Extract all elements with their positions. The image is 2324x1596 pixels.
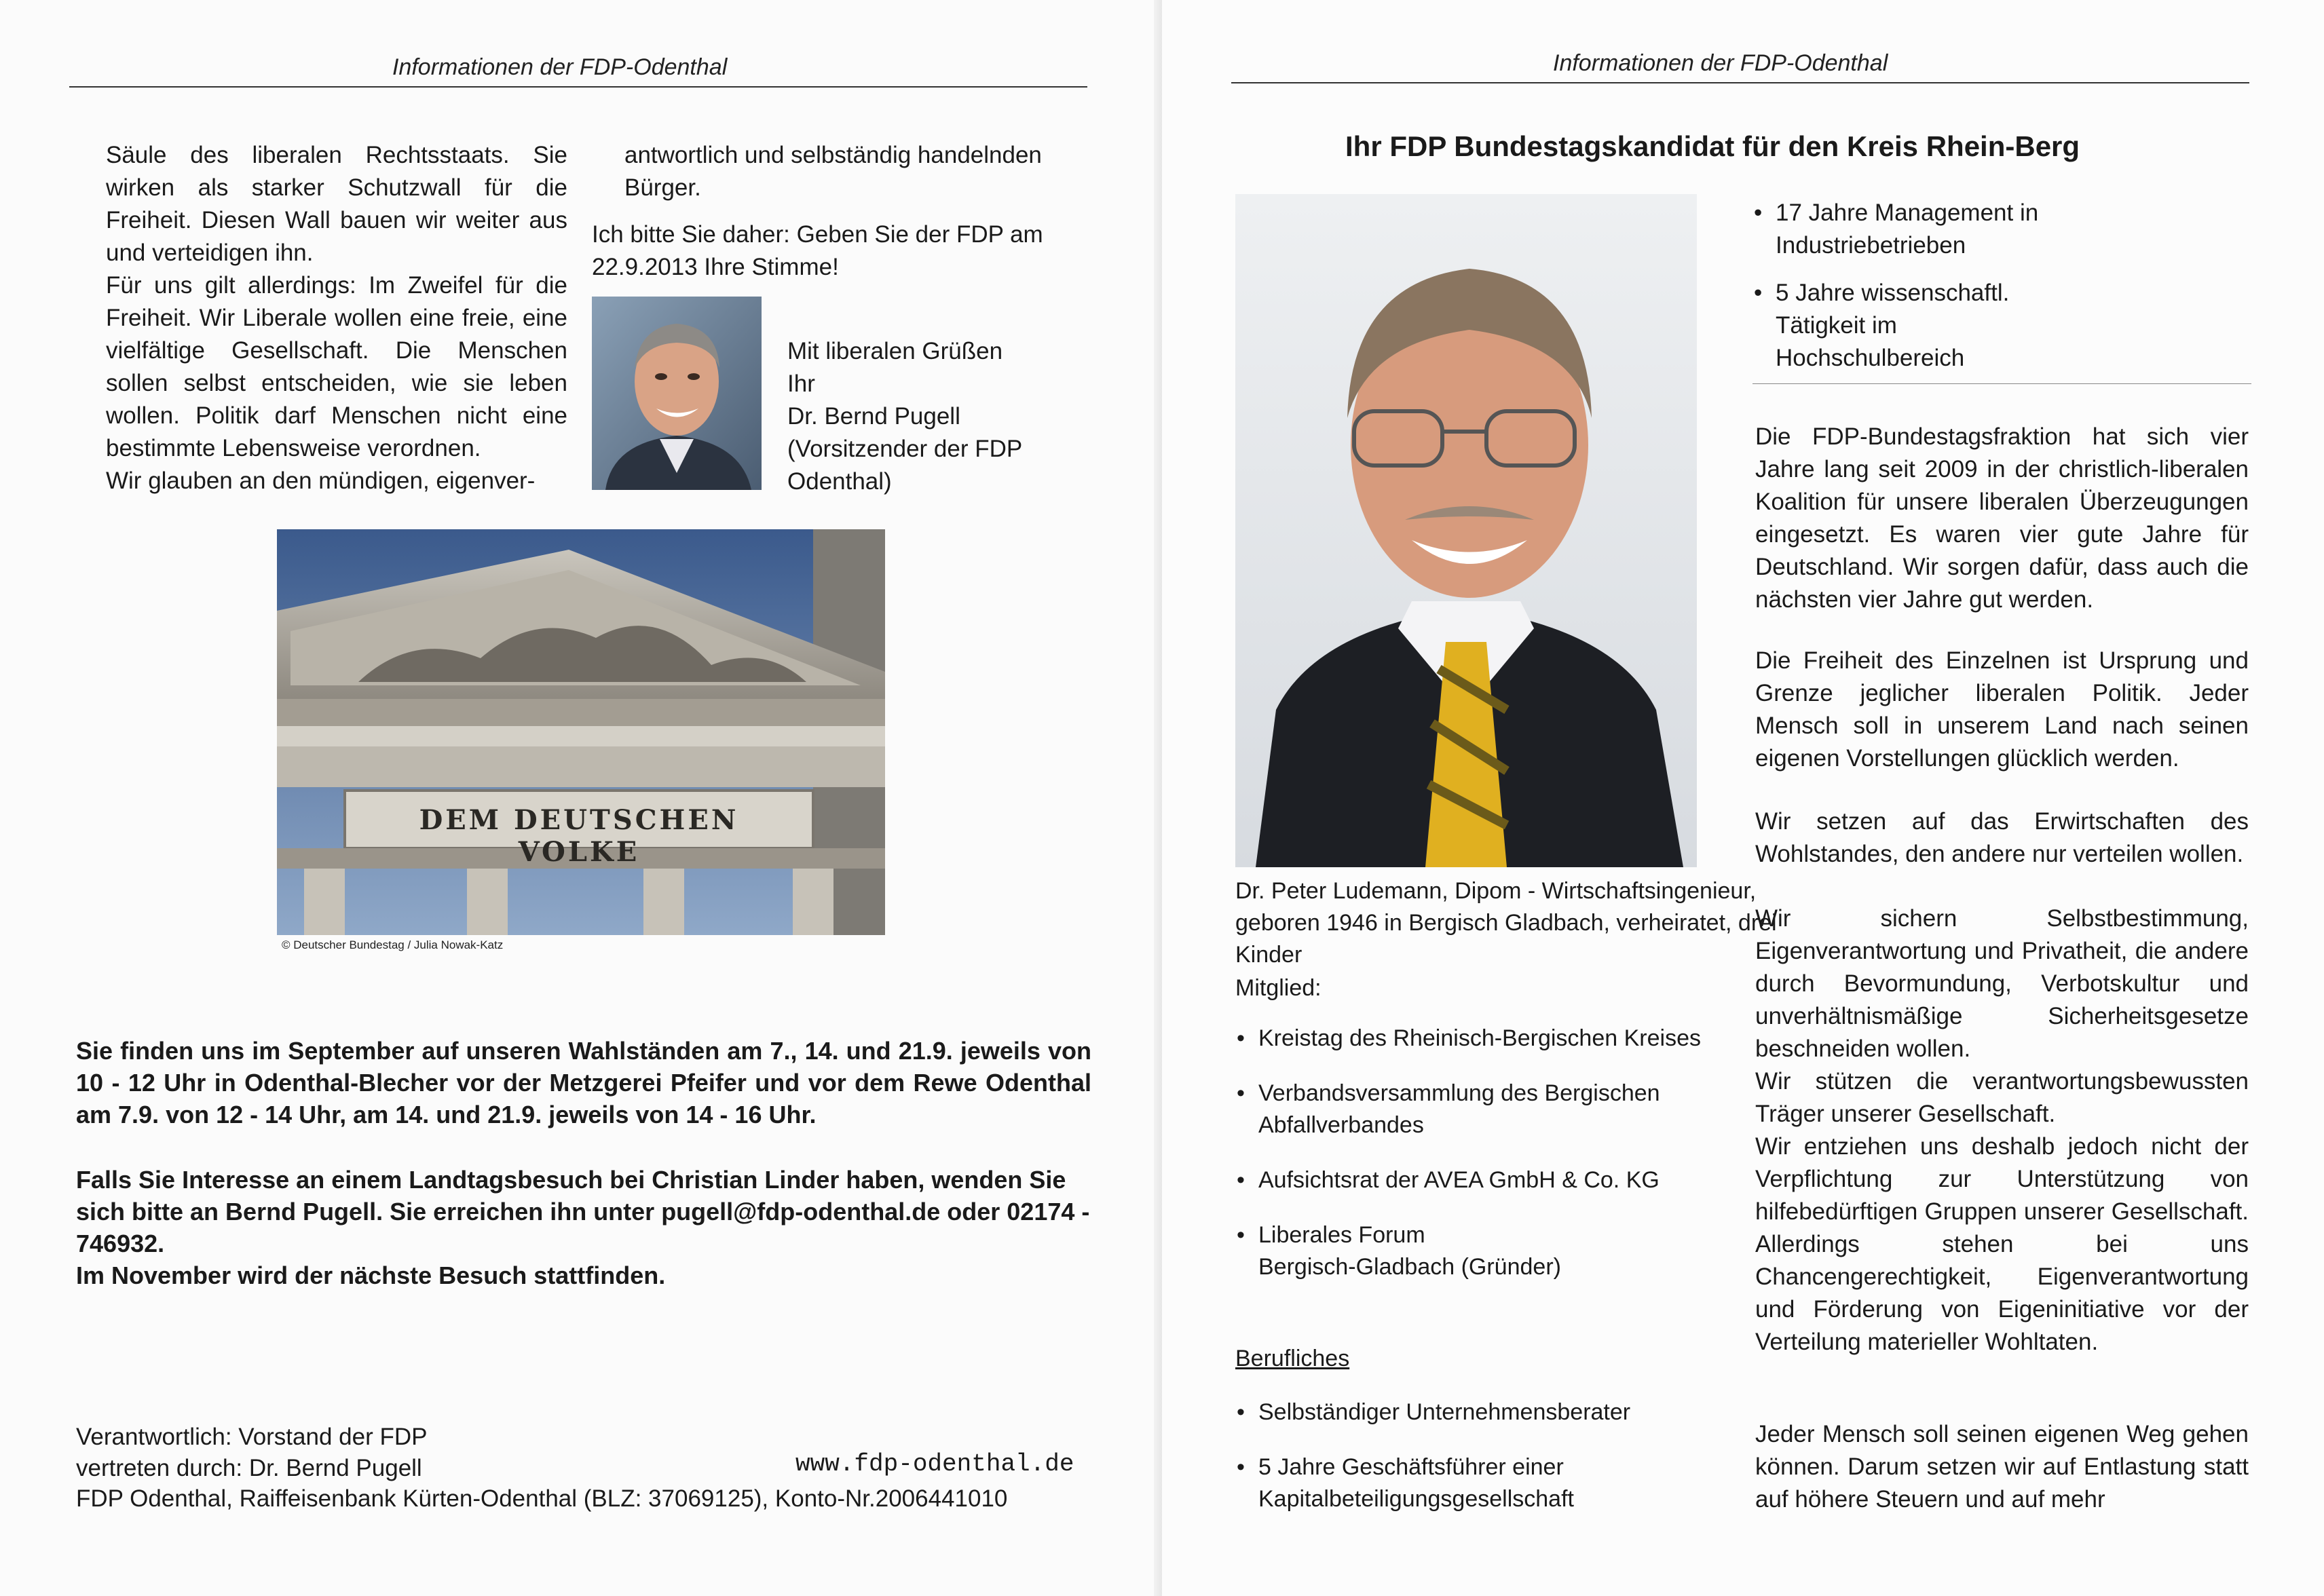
- imprint-represented: vertreten durch: Dr. Bernd Pugell: [76, 1455, 422, 1481]
- signature-block: Mit liberalen Grüßen Ihr Dr. Bernd Pugell (Vorsitzender der FDP Odenthal): [787, 338, 1022, 495]
- pugell-portrait: [592, 297, 762, 490]
- vote-appeal: Ich bitte Sie daher: Geben Sie der FDP am 22.9.2013 Ihre Stimme!: [592, 221, 1043, 280]
- membership-item: • Kreistag des Rheinisch-Bergischen Kreises: [1235, 1023, 1751, 1054]
- paragraph-wohlstand: Wir setzen auf das Erwirtschaften des Wohlstandes, den andere nur verteilen wollen.: [1755, 808, 2249, 867]
- photo-credit: © Deutscher Bundestag / Julia Nowak-Katz: [282, 938, 504, 951]
- paragraph-freiheit: Die Freiheit des Einzelnen ist Ursprung und Grenze jeglicher liberalen Politik. Jeder Mensch soll in unserem Land nach seinen eigenen Vorstellungen glücklich werden.: [1755, 647, 2249, 772]
- beruf-list: [1235, 1396, 1751, 1515]
- beruf-item: • 5 Jahre Geschäftsführer einer Kapitalbeteiligungsgesellschaft: [1235, 1451, 1751, 1515]
- page-header-right: Informationen der FDP-Odenthal: [1553, 50, 1888, 76]
- member-label: Mitglied:: [1235, 975, 1322, 1001]
- website-link[interactable]: www.fdp-odenthal.de: [795, 1450, 1074, 1478]
- landtag-visit-info: Falls Sie Interesse an einem Landtagsbesuch bei Christian Linder haben, wenden Sie sich bitte an Bernd Pugell. Sie erreichen ihn unter pugell@fdp-odenthal.de oder 02174 - 746932. Im November wird der nächste Besuch stattfinden.: [76, 1166, 1090, 1289]
- paragraph-weg: Jeder Mensch soll seinen eigenen Weg gehen können. Darum setzen wir auf Entlastung statt auf höhere Steuern und auf mehr: [1755, 1421, 2249, 1513]
- header-rule-left: [69, 86, 1087, 88]
- experience-item: • 17 Jahre Management in Industriebetrieben: [1753, 197, 2072, 262]
- page-header-left: Informationen der FDP-Odenthal: [392, 54, 728, 80]
- candidate-title: Ihr FDP Bundestagskandidat für den Kreis Rhein-Berg: [1345, 130, 2080, 162]
- reichstag-photo: [277, 529, 885, 935]
- experience-list: [1753, 197, 2072, 375]
- body-text-col2: antwortlich und selbständig handelnden Bürger.: [624, 142, 1042, 201]
- imprint-bank: FDP Odenthal, Raiffeisenbank Kürten-Odenthal (BLZ: 37069125), Konto-Nr.2006441010: [76, 1485, 1008, 1512]
- imprint-responsible: Verantwortlich: Vorstand der FDP: [76, 1424, 428, 1450]
- membership-item: • Liberales Forum Bergisch-Gladbach (Gründer): [1235, 1219, 1751, 1283]
- beruf-item: • Selbständiger Unternehmensberater: [1235, 1396, 1751, 1428]
- paragraph-selbstbestimmung: Wir sichern Selbstbestimmung, Eigenverantwortung und Privatheit, die andere durch Bevormundung, Verbotskultur und unverhältnismäßige Sicherheitsgesetze beschneiden wollen. Wir stützen die verantwortungsbewussten Träger unserer Gesellschaft. Wir entziehen uns deshalb jedoch nicht der Verpflichtung zur Unterstützung von hilfebedürftigen Gruppen unserer Gesellschaft. Allerdings stehen bei uns Chancengerechtigkeit, Eigenverantwortung und Förderung von Eigeninitiative vor der Verteilung materieller Wohltaten.: [1755, 905, 2249, 1355]
- membership-item: • Aufsichtsrat der AVEA GmbH & Co. KG: [1235, 1164, 1751, 1196]
- right-page: [1162, 0, 2324, 1596]
- reichstag-inscription: DEM DEUTSCHEN VOLKE: [419, 804, 739, 868]
- section-divider: [1753, 383, 2251, 384]
- candidate-bio: Dr. Peter Ludemann, Dipom - Wirtschaftsingenieur, geboren 1946 in Bergisch Gladbach, verheiratet, drei Kinder: [1235, 878, 1777, 968]
- body-text-col1: Säule des liberalen Rechtsstaats. Sie wirken als starker Schutzwall für die Freiheit. Diesen Wall bauen wir weiter aus und verteidigen ihn. Für uns gilt allerdings: Im Zweifel für die Freiheit. Wir Liberale wollen eine freie, eine vielfältige Gesellschaft. Die Menschen sollen selbst entscheiden, wie sie leben wollen. Politik darf Menschen nicht eine bestimmte Lebensweise verordnen. Wir glauben an den mündigen, eigenver-: [106, 142, 567, 494]
- wahlstand-info: Sie finden uns im September auf unseren Wahlständen am 7., 14. und 21.9. jeweils von 10 - 12 Uhr in Odenthal-Blecher vor der Metzgerei Pfeifer und vor dem Rewe Odenthal am 7.9. von 12 - 14 Uhr, am 14. und 21.9. jeweils von 14 - 16 Uhr.: [76, 1037, 1091, 1128]
- paragraph-fraktion: Die FDP-Bundestagsfraktion hat sich vier Jahre lang seit 2009 in der christlich-liberalen Koalition für unsere liberalen Überzeugungen eingesetzt. Es waren vier gute Jahre für Deutschland. Wir sorgen dafür, dass auch die nächsten vier Jahre gut werden.: [1755, 423, 2249, 613]
- membership-list: [1235, 1023, 1751, 1283]
- experience-item: • 5 Jahre wissenschaftl. Tätigkeit im Hochschulbereich: [1753, 277, 2072, 375]
- beruf-label: Berufliches: [1235, 1346, 1350, 1371]
- candidate-photo: [1235, 194, 1697, 867]
- membership-item: • Verbandsversammlung des Bergischen Abfallverbandes: [1235, 1078, 1751, 1141]
- header-rule-right: [1231, 82, 2249, 83]
